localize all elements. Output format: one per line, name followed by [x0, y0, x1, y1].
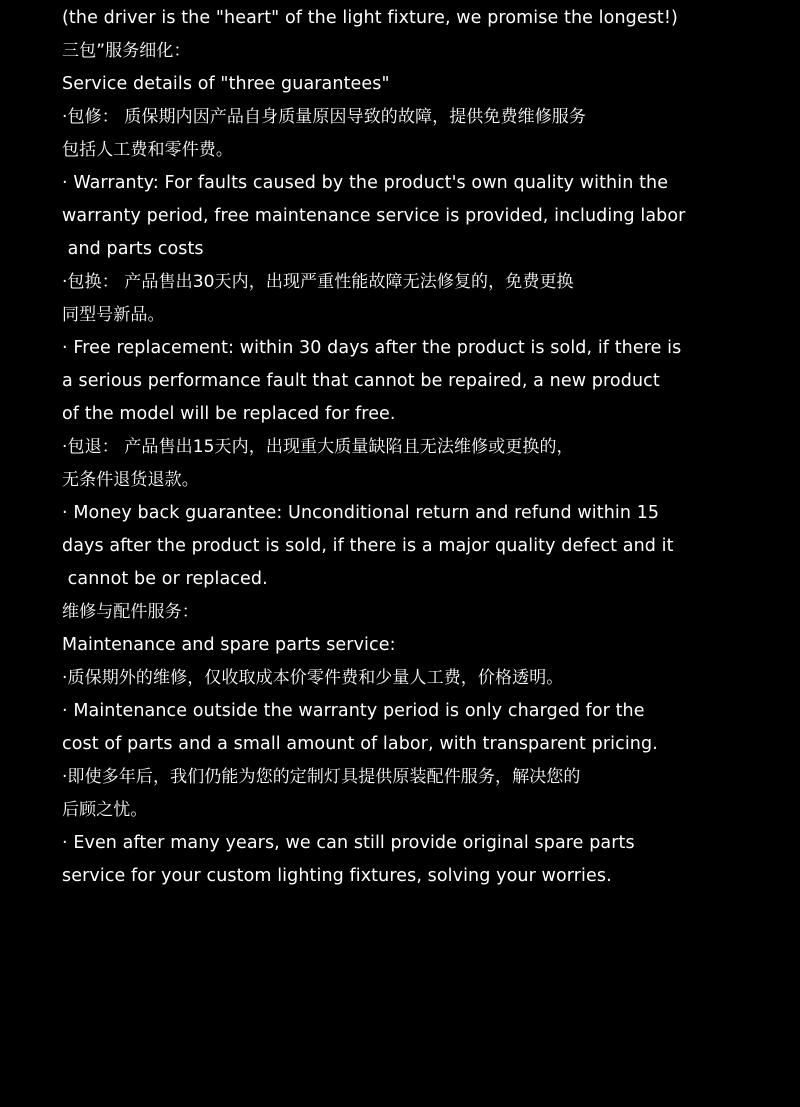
text-line: ·包修： 质保期内因产品自身质量原因导致的故障，提供免费维修服务 — [62, 107, 587, 127]
text-line: 无条件退货退款。 — [62, 470, 199, 490]
text-line: Maintenance and spare parts service: — [62, 635, 396, 655]
text-line: service for your custom lighting fixtures, solving your worries. — [62, 866, 612, 886]
text-line: ·包退： 产品售出15天内，出现重大质量缺陷且无法维修或更换的， — [62, 437, 574, 457]
text-line: warranty period, free maintenance service is provided, including labor — [62, 206, 686, 226]
text-line: · Money back guarantee: Unconditional return and refund within 15 — [62, 503, 660, 523]
text-line: · Warranty: For faults caused by the product's own quality within the — [62, 173, 669, 193]
text-line: cost of parts and a small amount of labor, with transparent pricing. — [62, 734, 658, 754]
text-line: days after the product is sold, if there is a major quality defect and it — [62, 536, 674, 556]
text-line: 同型号新品。 — [62, 305, 165, 325]
text-line: and parts costs — [62, 239, 204, 259]
text-line: · Even after many years, we can still provide original spare parts — [62, 833, 635, 853]
text-line: 维修与配件服务： — [62, 602, 199, 622]
text-line: of the model will be replaced for free. — [62, 404, 396, 424]
text-line: (the driver is the "heart" of the light fixture, we promise the longest!) — [62, 8, 678, 28]
text-line: cannot be or replaced. — [62, 569, 268, 589]
bottom-spacer — [62, 893, 764, 1073]
text-line: 三包”服务细化： — [62, 41, 191, 61]
text-line: · Maintenance outside the warranty period is only charged for the — [62, 701, 645, 721]
text-line: ·质保期外的维修，仅收取成本价零件费和少量人工费，价格透明。 — [62, 668, 564, 688]
text-line: 后顾之忧。 — [62, 800, 148, 820]
text-line: ·包换： 产品售出30天内，出现严重性能故障无法修复的，免费更换 — [62, 272, 574, 292]
text-line: a serious performance fault that cannot be repaired, a new product — [62, 371, 660, 391]
text-line: 包括人工费和零件费。 — [62, 140, 233, 160]
text-line: Service details of "three guarantees" — [62, 74, 390, 94]
text-line: · Free replacement: within 30 days after the product is sold, if there is — [62, 338, 682, 358]
text-line: ·即使多年后，我们仍能为您的定制灯具提供原装配件服务，解决您的 — [62, 767, 581, 787]
